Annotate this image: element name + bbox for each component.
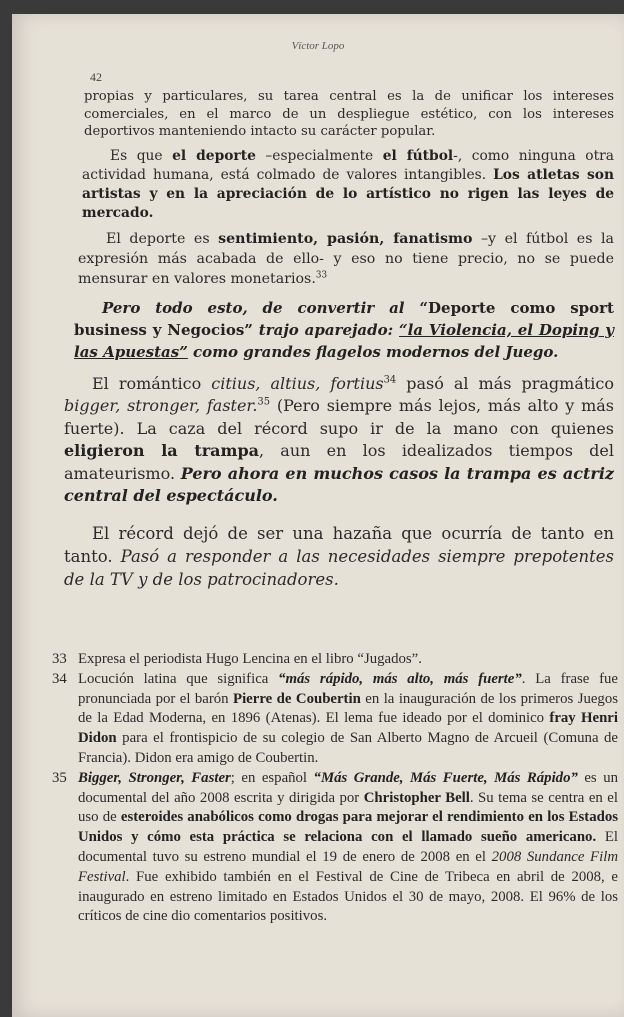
- running-header: Víctor Lopo: [291, 40, 345, 52]
- paragraph-1-text: propias y particulares, su tarea central es la de unificar los intereses comerciales, en el marco de un despliegue estético, con los intereses deportivos manteniendo intacto su carácter popular.: [84, 89, 614, 139]
- footnote-number: 34: [52, 670, 67, 687]
- bold-italic-span: trajo aparejado:: [252, 320, 400, 339]
- bold-span: el deporte: [172, 147, 256, 164]
- bold-italic-span: Pero ahora en muchos casos la trampa es actriz central del espectáculo.: [64, 463, 614, 505]
- bold-span: Christopher Bell: [363, 789, 470, 806]
- text-span: pasó al más pragmático: [396, 373, 614, 393]
- bold-span: sentimiento, pasión, fanatismo: [218, 230, 473, 247]
- bold-span: esteroides anabólicos como drogas para mejorar el rendimiento en los Estados Unidos y cómo esta práctica se relaciona con el llamado sueño americano.: [78, 809, 618, 846]
- bold-span: Los atletas son artistas y en la apreciación de lo artístico no rigen las leyes de mercado.: [82, 166, 614, 221]
- italic-span: 2008 Sundance Film Festival: [78, 848, 619, 885]
- bold-span: “Deporte como sport business y Negocios”: [74, 298, 614, 339]
- text-span: -, como ninguna otra actividad humana, está colmado de valores intangibles.: [82, 147, 614, 183]
- paragraph-5: [64, 373, 614, 508]
- text-span: –especialmente: [255, 147, 383, 164]
- footnote-text: [78, 769, 618, 927]
- italic-span: citius, altius, fortius: [211, 373, 384, 393]
- footnote-ref-35[interactable]: 35: [257, 396, 271, 408]
- bold-italic-span: “más rápido, más alto, más fuerte”: [278, 670, 522, 687]
- book-page: [12, 14, 624, 1017]
- bold-italic-span: Pero todo esto, de convertir al: [102, 298, 420, 317]
- text-span: El documental tuvo su estreno mundial el 19 de enero de 2008 en el: [78, 829, 618, 865]
- text-span: El deporte es: [106, 230, 219, 247]
- footnote-number: 35: [52, 769, 67, 786]
- text-span: (Pero siempre más lejos, más alto y más fuerte). La caza del récord supo ir de la mano con quienes: [64, 396, 614, 438]
- paragraph-4: [64, 297, 614, 363]
- page-number: 42: [90, 70, 102, 84]
- text-span: . La frase fue pronunciada por el barón: [78, 670, 618, 707]
- footnote-number: 33: [52, 651, 67, 667]
- footnote-text: Expresa el periodista Hugo Lencina en el libro “Jugados”.: [78, 651, 422, 667]
- paragraph-3: [64, 229, 614, 289]
- text-span: es un documental del año 2008 escrita y dirigida por: [78, 769, 618, 806]
- italic-span: Pasó a responder a las necesidades siempre prepotentes de la TV y de los patrocinadores.: [64, 546, 615, 589]
- text-span: en la inauguración de los primeros Juegos de la Edad Moderna, en 1896 (Atenas). El lema fue ideado por el dominico: [78, 690, 618, 727]
- text-span: –y el fútbol es la expresión más acabada de ello- y eso no tiene precio, no se puede mensurar en valores monetarios.: [78, 230, 614, 287]
- bold-span: el fútbol: [382, 147, 454, 164]
- italic-span: bigger, stronger, faster.: [64, 396, 258, 415]
- text-span: El récord dejó de ser una hazaña que ocurría de tanto en tanto.: [64, 523, 614, 566]
- text-span: Locución latina que significa: [78, 670, 279, 687]
- bold-span: Pierre de Coubertin: [233, 690, 361, 707]
- footnotes: [52, 650, 618, 927]
- footnote-text: [78, 670, 618, 769]
- paragraph-1: [64, 88, 614, 141]
- bold-italic-span: Bigger, Stronger, Faster: [78, 769, 231, 786]
- footnote-ref-33[interactable]: 33: [315, 269, 328, 280]
- text-span: , aun en los idealizados tiempos del amateurismo.: [64, 441, 614, 483]
- main-text: [64, 88, 614, 591]
- footnote-33: [52, 650, 618, 670]
- underlined-span: “la Violencia, el Doping y las Apuestas”: [74, 320, 615, 361]
- bold-italic-span: como grandes flagelos modernos del Juego.: [187, 342, 559, 361]
- text-span: ; en español: [230, 769, 314, 786]
- text-span: para el frontispicio de su colegio de San Alberto Magno de Arcueil (Comuna de Francia). Didon era amigo de Coubertin.: [78, 730, 618, 766]
- paragraph-6: [64, 522, 614, 591]
- paragraph-2: [64, 147, 614, 223]
- text-span: El romántico: [92, 373, 212, 393]
- bold-span: fray Henri Didon: [78, 710, 618, 747]
- text-span: . Fue exhibido también en el Festival de Cine de Tribeca en abril de 2008, e inaugurado en estreno limitado en Estados Unidos el 30 de mayo, 2008. El 96% de los críticos de cine dio comentarios positivos.: [78, 868, 618, 925]
- footnote-34: [52, 670, 618, 769]
- bold-italic-span: “Más Grande, Más Fuerte, Más Rápido”: [313, 769, 578, 786]
- bold-span: eligieron la trampa: [64, 441, 260, 460]
- footnote-ref-34[interactable]: 34: [383, 374, 397, 386]
- footnote-35: [52, 769, 618, 927]
- text-span: . Su tema se centra en el uso de: [78, 789, 618, 826]
- text-span: Es que: [110, 147, 173, 164]
